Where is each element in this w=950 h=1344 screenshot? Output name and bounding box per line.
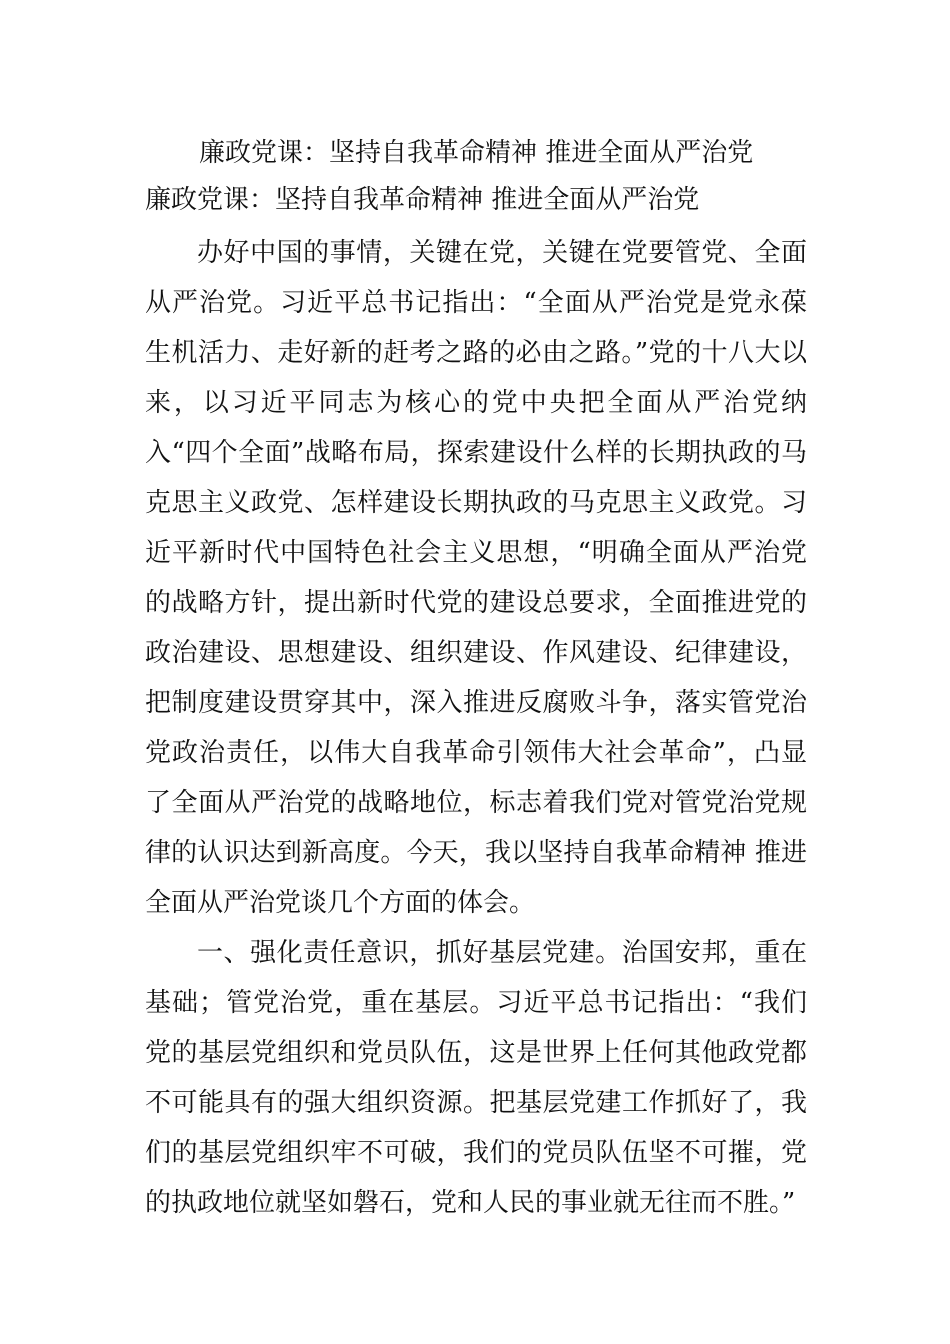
document-title: 廉政党课：坚持自我革命精神 推进全面从严治党 bbox=[199, 138, 754, 168]
paragraph-section-one: 一、强化责任意识，抓好基层党建。治国安邦，重在基础；管党治党，重在基层。习近平总书记指出：“我们党的基层党组织和党员队伍，这是世界上任何其他政党都不可能具有的强大组织资源。把基层党建工作抓好了，我们的基层党组织牢不可破，我们的党员队伍坚不可摧，党的执政地位就坚如磐石，党和人民的事业就无往而不胜。” bbox=[145, 938, 807, 1218]
paragraph-intro: 办好中国的事情，关键在党，关键在党要管党、全面从严治党。习近平总书记指出：“全面从严治党是党永葆生机活力、走好新的赶考之路的必由之路。”党的十八大以来，以习近平同志为核心的党中央把全面从严治党纳入“四个全面”战略布局，探索建设什么样的长期执政的马克思主义政党、怎样建设长期执政的马克思主义政党。习近平新时代中国特色社会主义思想，“明确全面从严治党的战略方针，提出新时代党的建设总要求，全面推进党的政治建设、思想建设、组织建设、作风建设、纪律建设，把制度建设贯穿其中，深入推进反腐败斗争，落实管党治党政治责任，以伟大自我革命引领伟大社会革命”，凸显了全面从严治党的战略地位，标志着我们党对管党治党规律的认识达到新高度。今天，我以坚持自我革命精神 推进全面从严治党谈几个方面的体会。 bbox=[145, 238, 807, 918]
document-subtitle: 廉政党课：坚持自我革命精神 推进全面从严治党 bbox=[145, 185, 700, 215]
document-body bbox=[145, 228, 807, 1228]
